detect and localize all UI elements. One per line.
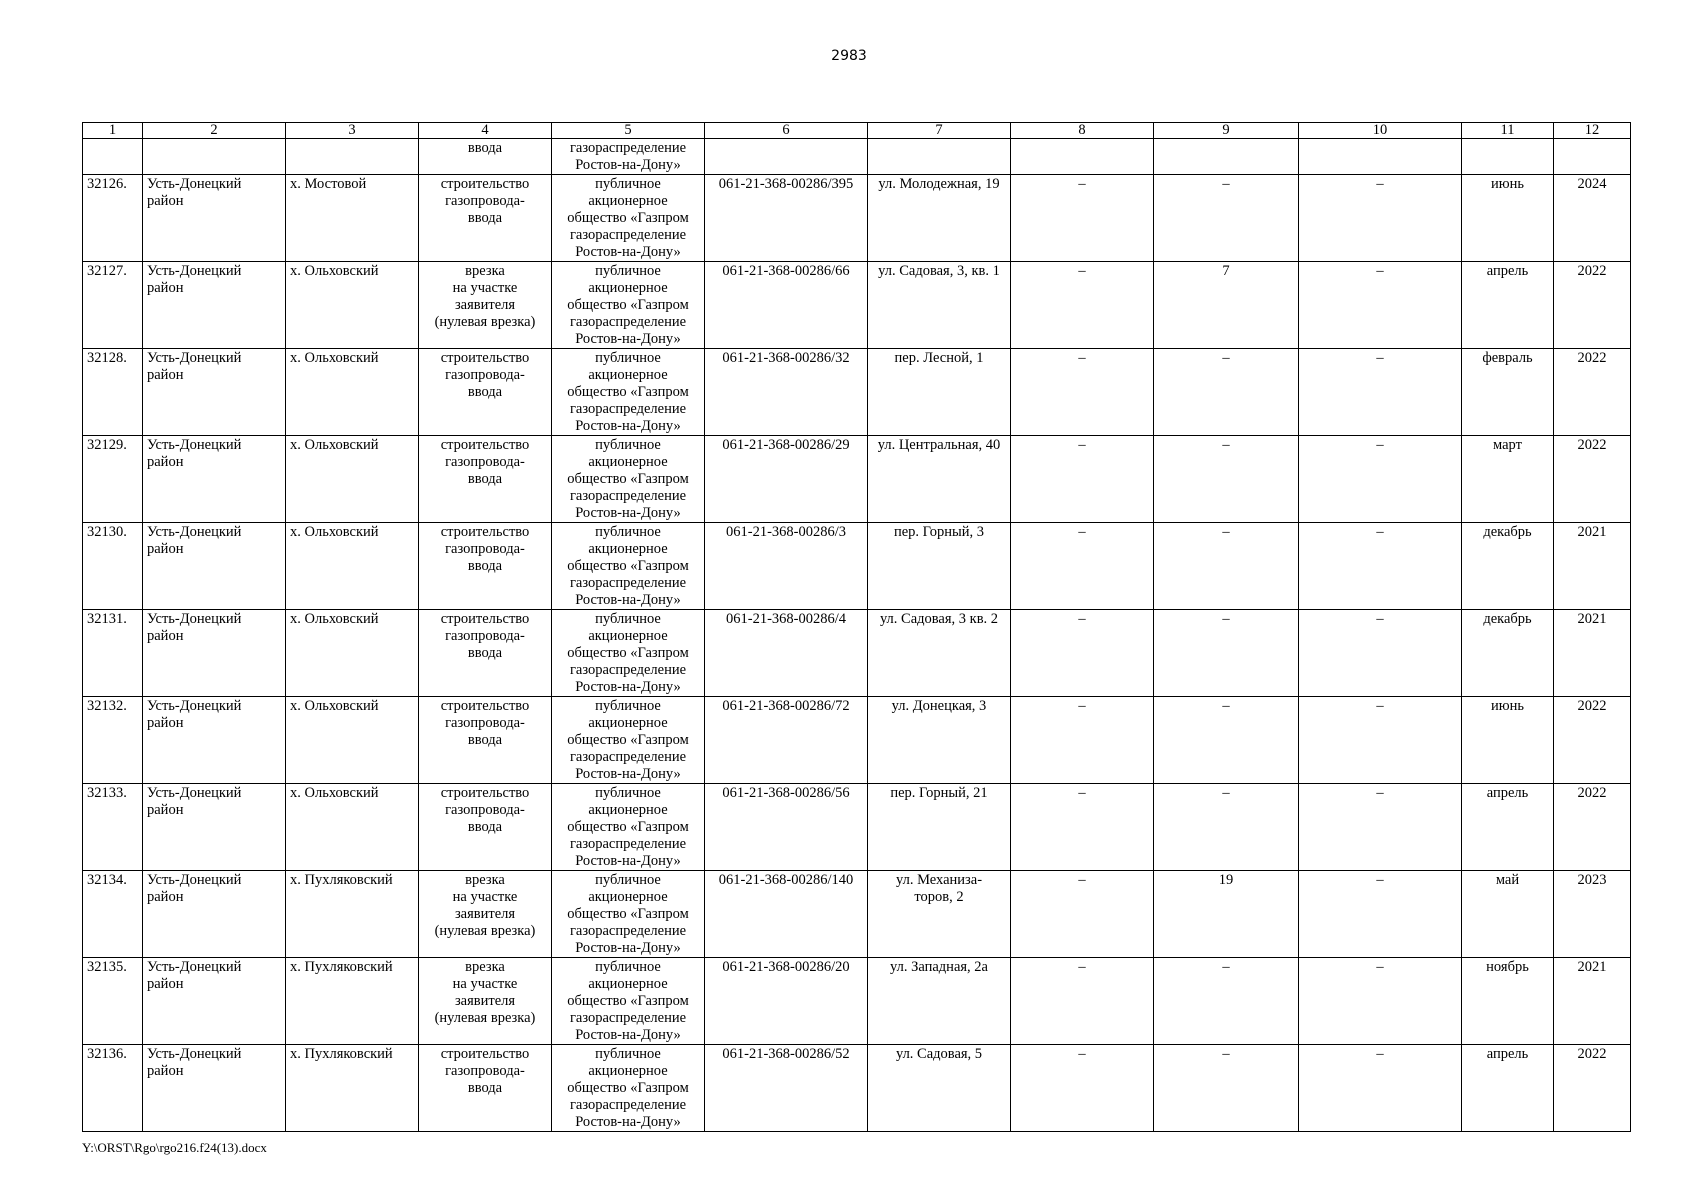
year-cell: 2022 [1554,784,1631,871]
column-number-row [83,123,1631,139]
column-8-cell: – [1011,610,1154,697]
year-cell: 2023 [1554,871,1631,958]
district-cell: Усть-Донецкий район [143,523,286,610]
application-code-cell: 061-21-368-00286/395 [705,175,868,262]
column-10-cell: – [1299,523,1462,610]
district-cell: Усть-Донецкий район [143,610,286,697]
organization-cell: публичное акционерное общество «Газпром газораспределение Ростов-на-Дону» [552,436,705,523]
column-10-cell: – [1299,175,1462,262]
column-10-cell: – [1299,958,1462,1045]
district-cell: Усть-Донецкий район [143,175,286,262]
column-number: 7 [868,123,1011,139]
column-9-cell: – [1154,175,1299,262]
application-code-cell: 061-21-368-00286/140 [705,871,868,958]
organization-cell: публичное акционерное общество «Газпром газораспределение Ростов-на-Дону» [552,784,705,871]
settlement-cell: х. Пухляковский [286,1045,419,1132]
footer-file-path: Y:\ORST\Rgo\rgo216.f24(13).docx [82,1140,267,1155]
table-row [83,349,1631,436]
column-number: 1 [83,123,143,139]
settlement-cell: х. Ольховский [286,262,419,349]
month-cell: февраль [1462,349,1554,436]
column-8-cell: – [1011,784,1154,871]
settlement-cell: х. Ольховский [286,436,419,523]
column-8-cell: – [1011,436,1154,523]
district-cell: Усть-Донецкий район [143,784,286,871]
application-code-cell: 061-21-368-00286/4 [705,610,868,697]
month-cell: июнь [1462,175,1554,262]
column-number: 9 [1154,123,1299,139]
column-8-cell: – [1011,175,1154,262]
address-cell: пер. Лесной, 1 [868,349,1011,436]
application-code-cell: 061-21-368-00286/66 [705,262,868,349]
year-cell: 2022 [1554,1045,1631,1132]
work-type-cell: строительство газопровода- ввода [419,610,552,697]
organization-cell: публичное акционерное общество «Газпром газораспределение Ростов-на-Дону» [552,610,705,697]
month-cell: апрель [1462,784,1554,871]
table-row [83,262,1631,349]
column-9-cell: 19 [1154,871,1299,958]
month-cell: декабрь [1462,610,1554,697]
table-row [83,523,1631,610]
record-number-cell: 32128. [83,349,143,436]
organization-cell: публичное акционерное общество «Газпром газораспределение Ростов-на-Дону» [552,349,705,436]
organization-cell: публичное акционерное общество «Газпром газораспределение Ростов-на-Дону» [552,523,705,610]
organization-cell: публичное акционерное общество «Газпром газораспределение Ростов-на-Дону» [552,175,705,262]
year-cell: 2021 [1554,958,1631,1045]
column-number: 10 [1299,123,1462,139]
column-9-cell: – [1154,523,1299,610]
settlement-cell: х. Мостовой [286,175,419,262]
year-cell: 2022 [1554,349,1631,436]
work-type-cell: врезка на участке заявителя (нулевая врезка) [419,958,552,1045]
record-number-cell: 32134. [83,871,143,958]
address-cell: ул. Садовая, 5 [868,1045,1011,1132]
column-9-cell: – [1154,349,1299,436]
year-cell: 2021 [1554,610,1631,697]
address-cell: ул. Садовая, 3, кв. 1 [868,262,1011,349]
application-code-cell: 061-21-368-00286/32 [705,349,868,436]
application-code-cell: 061-21-368-00286/20 [705,958,868,1045]
address-cell: ул. Механиза- торов, 2 [868,871,1011,958]
month-cell: апрель [1462,262,1554,349]
column-10-cell: – [1299,610,1462,697]
column-number: 4 [419,123,552,139]
column-9-cell: – [1154,610,1299,697]
district-cell: Усть-Донецкий район [143,697,286,784]
organization-cell: публичное акционерное общество «Газпром газораспределение Ростов-на-Дону» [552,262,705,349]
column-number: 5 [552,123,705,139]
column-number: 6 [705,123,868,139]
record-number-cell: 32135. [83,958,143,1045]
address-cell: пер. Горный, 21 [868,784,1011,871]
continuation-row [83,139,1631,175]
settlement-cell: х. Ольховский [286,349,419,436]
column-number: 11 [1462,123,1554,139]
month-cell: ноябрь [1462,958,1554,1045]
column-10-cell: – [1299,436,1462,523]
page-number: 2983 [831,48,867,64]
address-cell: ул. Западная, 2а [868,958,1011,1045]
address-cell: пер. Горный, 3 [868,523,1011,610]
column-9-cell: – [1154,697,1299,784]
work-type-cell: строительство газопровода- ввода [419,523,552,610]
column-10-cell: – [1299,697,1462,784]
address-cell: ул. Центральная, 40 [868,436,1011,523]
table-row [83,958,1631,1045]
record-number-cell: 32133. [83,784,143,871]
application-code-cell: 061-21-368-00286/52 [705,1045,868,1132]
column-10-cell: – [1299,262,1462,349]
address-cell: ул. Садовая, 3 кв. 2 [868,610,1011,697]
work-type-cell: строительство газопровода- ввода [419,784,552,871]
column-8-cell: – [1011,958,1154,1045]
column-number: 2 [143,123,286,139]
record-number-cell: 32126. [83,175,143,262]
settlement-cell: х. Ольховский [286,523,419,610]
district-cell: Усть-Донецкий район [143,958,286,1045]
year-cell: 2022 [1554,697,1631,784]
district-cell: Усть-Донецкий район [143,871,286,958]
application-code-cell: 061-21-368-00286/72 [705,697,868,784]
month-cell: май [1462,871,1554,958]
column-9-cell: – [1154,1045,1299,1132]
column-10-cell: – [1299,349,1462,436]
organization-cell: публичное акционерное общество «Газпром газораспределение Ростов-на-Дону» [552,871,705,958]
column-number: 8 [1011,123,1154,139]
organization-cell: публичное акционерное общество «Газпром газораспределение Ростов-на-Дону» [552,1045,705,1132]
column-9-cell: – [1154,784,1299,871]
organization-cell: публичное акционерное общество «Газпром газораспределение Ростов-на-Дону» [552,958,705,1045]
address-cell: ул. Донецкая, 3 [868,697,1011,784]
district-cell: Усть-Донецкий район [143,436,286,523]
table-row [83,784,1631,871]
work-type-cell: строительство газопровода- ввода [419,175,552,262]
organization-cell: газораспределение Ростов-на-Дону» [552,139,705,175]
table-row [83,697,1631,784]
column-9-cell: 7 [1154,262,1299,349]
record-number-cell: 32136. [83,1045,143,1132]
gas-connection-table [82,122,1631,1132]
organization-cell: публичное акционерное общество «Газпром газораспределение Ростов-на-Дону» [552,697,705,784]
district-cell: Усть-Донецкий район [143,349,286,436]
table-row [83,1045,1631,1132]
settlement-cell: х. Ольховский [286,610,419,697]
column-9-cell: – [1154,436,1299,523]
column-10-cell: – [1299,1045,1462,1132]
column-9-cell: – [1154,958,1299,1045]
column-8-cell: – [1011,262,1154,349]
month-cell: апрель [1462,1045,1554,1132]
record-number-cell: 32130. [83,523,143,610]
column-number: 3 [286,123,419,139]
work-type-cell: врезка на участке заявителя (нулевая врезка) [419,262,552,349]
work-type-cell: ввода [419,139,552,175]
column-10-cell: – [1299,784,1462,871]
year-cell: 2021 [1554,523,1631,610]
work-type-cell: строительство газопровода- ввода [419,697,552,784]
record-number-cell: 32127. [83,262,143,349]
month-cell: декабрь [1462,523,1554,610]
column-8-cell: – [1011,349,1154,436]
settlement-cell: х. Пухляковский [286,871,419,958]
column-8-cell: – [1011,1045,1154,1132]
year-cell: 2022 [1554,436,1631,523]
table-row [83,871,1631,958]
application-code-cell: 061-21-368-00286/56 [705,784,868,871]
column-number: 12 [1554,123,1631,139]
work-type-cell: строительство газопровода- ввода [419,1045,552,1132]
work-type-cell: строительство газопровода- ввода [419,436,552,523]
work-type-cell: строительство газопровода- ввода [419,349,552,436]
column-8-cell: – [1011,697,1154,784]
record-number-cell: 32131. [83,610,143,697]
work-type-cell: врезка на участке заявителя (нулевая врезка) [419,871,552,958]
table-row [83,610,1631,697]
record-number-cell: 32132. [83,697,143,784]
application-code-cell: 061-21-368-00286/3 [705,523,868,610]
address-cell: ул. Молодежная, 19 [868,175,1011,262]
year-cell: 2022 [1554,262,1631,349]
month-cell: март [1462,436,1554,523]
settlement-cell: х. Пухляковский [286,958,419,1045]
table-row [83,175,1631,262]
application-code-cell: 061-21-368-00286/29 [705,436,868,523]
district-cell: Усть-Донецкий район [143,1045,286,1132]
record-number-cell: 32129. [83,436,143,523]
column-8-cell: – [1011,871,1154,958]
district-cell: Усть-Донецкий район [143,262,286,349]
column-8-cell: – [1011,523,1154,610]
month-cell: июнь [1462,697,1554,784]
year-cell: 2024 [1554,175,1631,262]
settlement-cell: х. Ольховский [286,784,419,871]
column-10-cell: – [1299,871,1462,958]
settlement-cell: х. Ольховский [286,697,419,784]
table-row [83,436,1631,523]
